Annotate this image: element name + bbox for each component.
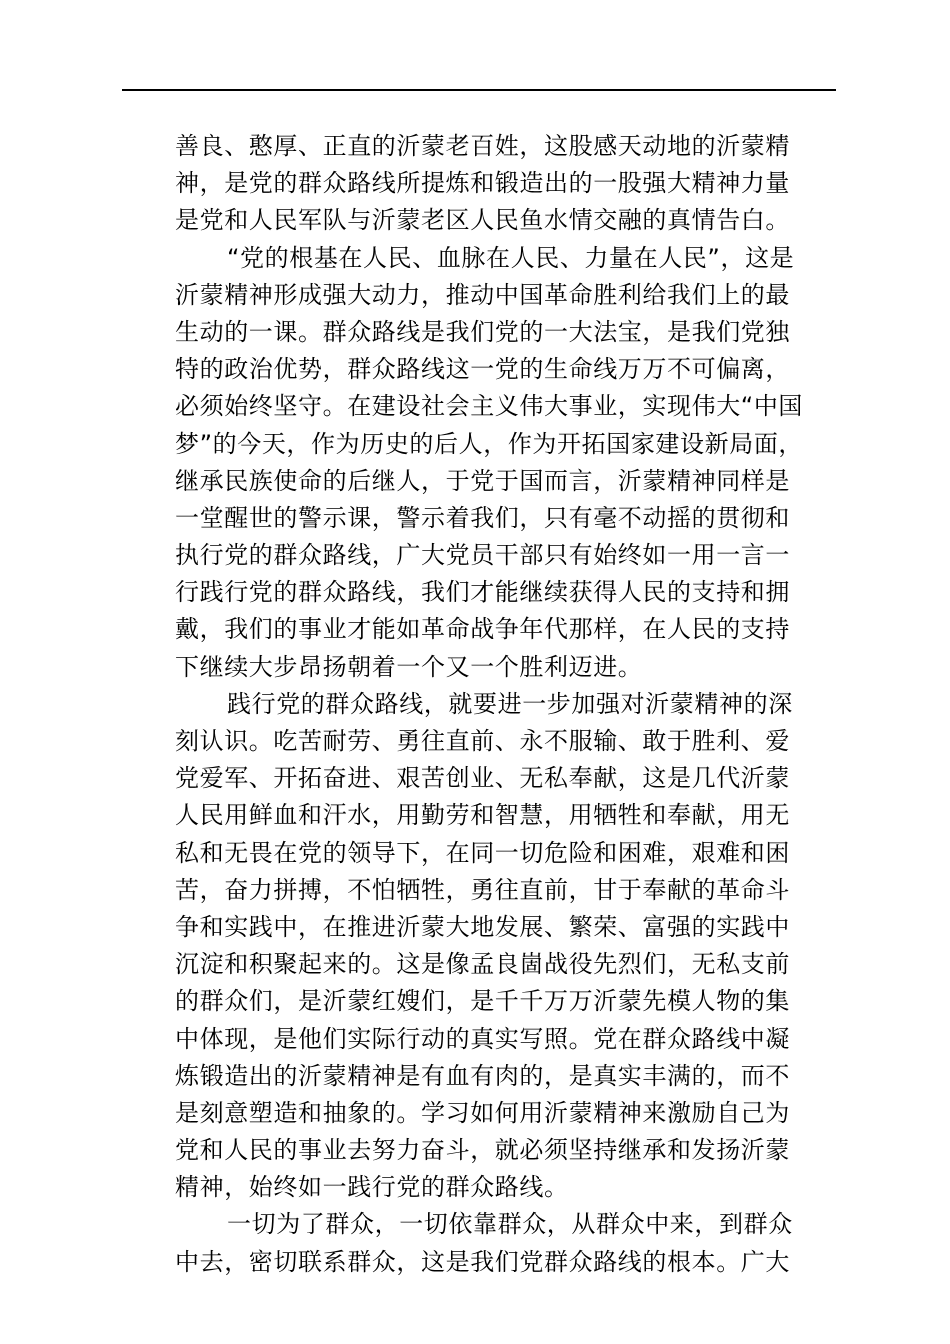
text-line: 戴，我们的事业才能如革命战争年代那样，在人民的支持 [175, 615, 790, 644]
text-line: 争和实践中，在推进沂蒙大地发展、繁荣、富强的实践中 [175, 912, 790, 941]
text-line: 党和人民的事业去努力奋斗，就必须坚持继承和发扬沂蒙 [175, 1136, 790, 1165]
text-line: 梦”的今天，作为历史的后人，作为开拓国家建设新局面， [175, 429, 804, 458]
text-line: 生动的一课。群众路线是我们党的一大法宝，是我们党独 [175, 317, 790, 346]
text-line: “党的根基在人民、血脉在人民、力量在人民”，这是 [227, 243, 795, 272]
text-line: 沂蒙精神形成强大动力，推动中国革命胜利给我们上的最 [175, 280, 790, 309]
text-line: 苦，奋力拼搏，不怕牺牲，勇往直前，甘于奉献的革命斗 [175, 875, 790, 904]
text-line: 精神，始终如一践行党的群众路线。 [175, 1173, 569, 1202]
text-line: 私和无畏在党的领导下，在同一切危险和困难，艰难和困 [175, 838, 790, 867]
text-line: 中去，密切联系群众，这是我们党群众路线的根本。广大 [175, 1247, 790, 1276]
text-line: 践行党的群众路线，就要进一步加强对沂蒙精神的深 [227, 689, 793, 718]
text-line: 继承民族使命的后继人，于党于国而言，沂蒙精神同样是 [175, 466, 790, 495]
text-line: 的群众们，是沂蒙红嫂们，是千千万万沂蒙先模人物的集 [175, 987, 790, 1016]
header-rule [122, 89, 836, 91]
text-line: 是刻意塑造和抽象的。学习如何用沂蒙精神来激励自己为 [175, 1098, 790, 1127]
text-line: 是党和人民军队与沂蒙老区人民鱼水情交融的真情告白。 [175, 206, 790, 235]
text-line: 特的政治优势，群众路线这一党的生命线万万不可偏离， [175, 355, 790, 384]
text-line: 党爱军、开拓奋进、艰苦创业、无私奉献，这是几代沂蒙 [175, 764, 790, 793]
text-line: 执行党的群众路线，广大党员干部只有始终如一用一言一 [175, 541, 790, 570]
text-line: 人民用鲜血和汗水，用勤劳和智慧，用牺牲和奉献，用无 [175, 801, 790, 830]
text-line: 刻认识。吃苦耐劳、勇往直前、永不服输、敢于胜利、爱 [175, 727, 790, 755]
text-line: 神，是党的群众路线所提炼和锻造出的一股强大精神力量 [175, 169, 790, 198]
text-line: 下继续大步昂扬朝着一个又一个胜利迈进。 [175, 652, 643, 681]
text-line: 行践行党的群众路线，我们才能继续获得人民的支持和拥 [175, 578, 790, 607]
text-line: 炼锻造出的沂蒙精神是有血有肉的，是真实丰满的，而不 [175, 1061, 790, 1090]
text-line: 一堂醒世的警示课，警示着我们，只有毫不动摇的贯彻和 [175, 503, 790, 532]
text-line: 沉淀和积聚起来的。这是像孟良崮战役先烈们，无私支前 [175, 950, 790, 979]
document-body [175, 128, 840, 1281]
text-line: 中体现，是他们实际行动的真实写照。党在群众路线中凝 [175, 1024, 790, 1053]
text-line: 一切为了群众，一切依靠群众，从群众中来，到群众 [227, 1210, 793, 1239]
text-line: 善良、憨厚、正直的沂蒙老百姓，这股感天动地的沂蒙精 [175, 132, 790, 160]
text-line: 必须始终坚守。在建设社会主义伟大事业，实现伟大“中国 [175, 392, 804, 421]
